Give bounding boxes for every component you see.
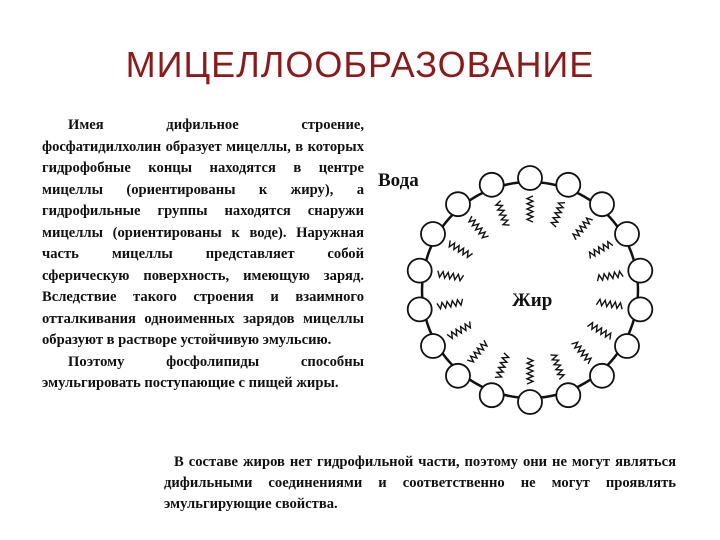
hydrophobic-tail [449,240,472,257]
hydrophilic-head [480,383,504,407]
hydrophobic-tail [551,203,565,227]
hydrophilic-head [628,297,652,321]
bottom-text [164,452,676,515]
hydrophilic-head [408,297,432,321]
hydrophilic-head [590,364,614,388]
hydrophobic-tail [596,299,622,309]
hydrophobic-tail [469,216,489,238]
hydrophilic-head [556,173,580,197]
fat-label: Жир [512,290,553,311]
hydrophobic-tail [496,201,510,226]
hydrophilic-head [518,390,542,414]
hydrophobic-tail [447,321,470,338]
hydrophobic-tail [550,355,564,380]
hydrophilic-head [421,222,445,246]
water-label: Вода [378,170,419,191]
hydrophilic-head [446,364,470,388]
bottom-paragraph: В составе жиров нет гидрофильной части, поэтому они не могут являться дифильными соединениями и соответственно не могут проявлять эмульгирующие свойства. [164,454,676,512]
hydrophilic-head [556,383,580,407]
hydrophobic-tail [587,323,610,340]
paragraph-micelle-description: Имея дифильное строение, фосфатидилхолин образует мицеллы, в которых гидрофобные концы находятся в центре мицеллы (ориентированы к жиру), а гидрофильные группы находятся снаружи мицеллы (ориентированы к воде). Наружная часть мицеллы представляет собой сферическую поверхность, имеющую заряд. Вследствие такого строения и взаимного отталкивания одноименных зарядов мицеллы образуют в растворе устойчивую эмульсию. [42,117,364,348]
hydrophilic-head [408,259,432,283]
hydrophobic-tail [573,218,593,240]
hydrophilic-head [615,334,639,358]
hydrophobic-tail [571,342,591,364]
hydrophobic-tail [598,271,624,281]
main-text [42,115,364,395]
paragraph-emulsify: Поэтому фосфолипиды способны эмульгировать поступающие с пищей жиры. [42,353,364,391]
hydrophobic-tail [495,353,509,377]
slide-title: МИЦЕЛЛООБРАЗОВАНИЕ [125,44,595,85]
hydrophilic-head [518,166,542,190]
micelle-diagram [380,150,680,425]
hydrophobic-tail [527,358,533,384]
hydrophilic-head [480,173,504,197]
micelle-group [408,166,653,414]
hydrophilic-head [421,334,445,358]
hydrophobic-tail [590,242,613,259]
hydrophilic-head [446,192,470,216]
hydrophobic-tail [527,196,533,222]
hydrophobic-tail [467,340,487,362]
hydrophobic-tail [438,271,464,281]
hydrophilic-head [590,192,614,216]
hydrophobic-tail [437,299,463,309]
hydrophilic-head [628,259,652,283]
hydrophilic-head [615,222,639,246]
